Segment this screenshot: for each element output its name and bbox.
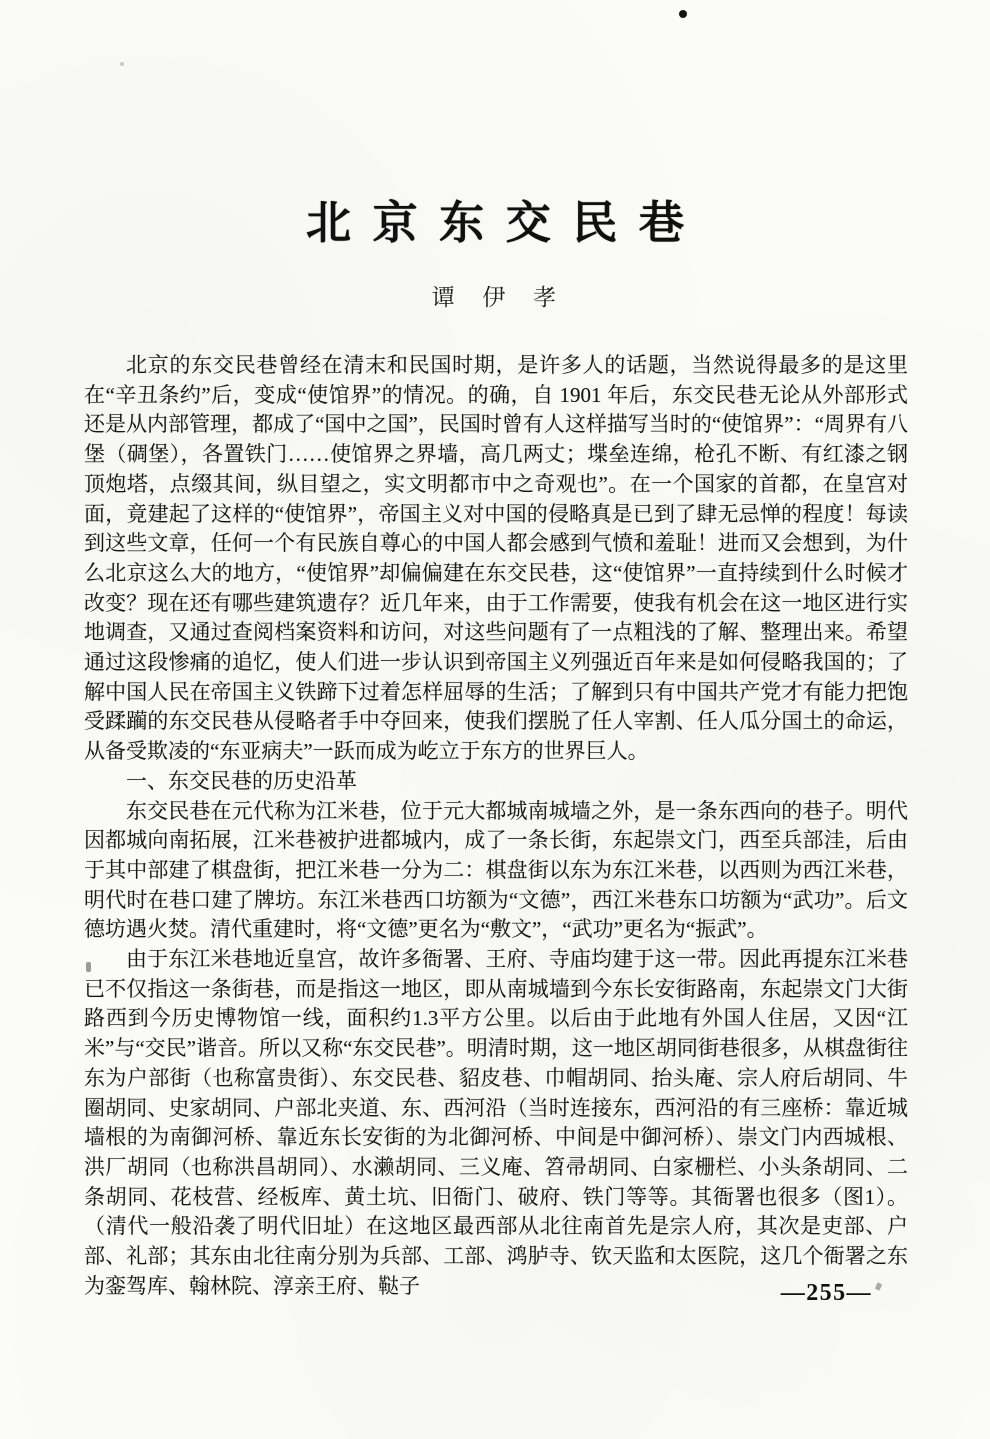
author-name: 谭 伊 孝 bbox=[431, 285, 559, 310]
paragraph-intro: 北京的东交民巷曾经在清末和民国时期，是许多人的话题，当然说得最多的是这里在“辛丑条约”后，变成“使馆界”的情况。的确，自 1901 年后，东交民巷无论从外部形式还是从内部管理，都成了“国中之国”，民国时曾有人这样描写当时的“使馆界”：“周界有八堡（碉堡），各置铁门……使馆界之界墙，高几两丈；堞垒连绵，枪孔不断、有红漆之钢顶炮塔，点缀其间，纵目望之，实文明都市中之奇观也”。在一个国家的首都，在皇宫对面，竟建起了这样的“使馆界”，帝国主义对中国的侵略真是已到了肆无忌惮的程度！每读到这些文章，任何一个有民族自尊心的中国人都会感到气愤和羞耻！进而又会想到，为什么北京这么大的地方，“使馆界”却偏偏建在东交民巷，这“使馆界”一直持续到什么时候才改变？现在还有哪些建筑遗存？近几年来，由于工作需要，使我有机会在这一地区进行实地调查，又通过查阅档案资料和访问，对这些问题有了一点粗浅的了解、整理出来。希望通过这段惨痛的追忆，使人们进一步认识到帝国主义列强近百年来是如何侵略我国的；了解中国人民在帝国主义铁蹄下过着怎样屈辱的生活；了解到只有中国共产党才有能力把饱受蹂躏的东交民巷从侵略者手中夺回来，使我们摆脱了任人宰割、任人瓜分国土的命运，从备受欺凌的“东亚病夫”一跃而成为屹立于东方的世界巨人。 bbox=[84, 353, 908, 764]
scan-dot-artifact bbox=[679, 10, 687, 18]
paragraph-history-area: 由于东江米巷地近皇宫，故许多衙署、王府、寺庙均建于这一带。因此再提东江米巷已不仅指这一条街巷，而是指这一地区，即从南城墙到今东长安街路南，东起崇文门大街路西到今历史博物馆一线，面积约1.3平方公里。以后由于此地有外国人住居，又因“江米”与“交民”谐音。所以又称“东交民巷”。明清时期，这一地区胡同街巷很多，从棋盘街往东为户部街（也称富贵街）、东交民巷、貂皮巷、巾帽胡同、抬头庵、宗人府后胡同、牛圈胡同、史家胡同、户部北夹道、东、西河沿（当时连接东，西河沿的有三座桥：靠近城墙根的为南御河桥、靠近东长安街的为北御河桥、中间是中御河桥）、崇文门内西城根、洪厂胡同（也称洪昌胡同）、水濑胡同、三义庵、笤帚胡同、白家栅栏、小头条胡同、二条胡同、花枝营、经板库、黄土坑、旧衙门、破府、铁门等等。其衙署也很多（图1）。（清代一般沿袭了明代旧址）在这地区最西部从北往南首先是宗人府，其次是吏部、户部、礼部；其东由北往南分别为兵部、工部、鸿胪寺、钦天监和太医院，这几个衙署之东为銮驾库、翰林院、淳亲王府、鞑子 bbox=[84, 947, 908, 1298]
paragraph-history-origin: 东交民巷在元代称为江米巷，位于元大都城南城墙之外，是一条东西向的巷子。明代因都城向南拓展，江米巷被护进都城内，成了一条长街，东起崇文门，西至兵部洼，后由于其中部建了棋盘街，把江米巷一分为二：棋盘街以东为东江米巷，以西则为西江米巷，明代时在巷口建了牌坊。东江米巷西口坊额为“文德”，西江米巷东口坊额为“武功”。后文德坊遇火焚。清代重建时，将“文德”更名为“敷文”，“武功”更名为“振武”。 bbox=[84, 798, 908, 942]
article-title: 北京东交民巷 bbox=[305, 198, 706, 248]
page-number: —255— bbox=[780, 1280, 872, 1306]
article-body bbox=[84, 351, 908, 1302]
section-heading: 一、东交民巷的历史沿革 bbox=[126, 768, 357, 793]
scan-speck bbox=[120, 62, 124, 66]
